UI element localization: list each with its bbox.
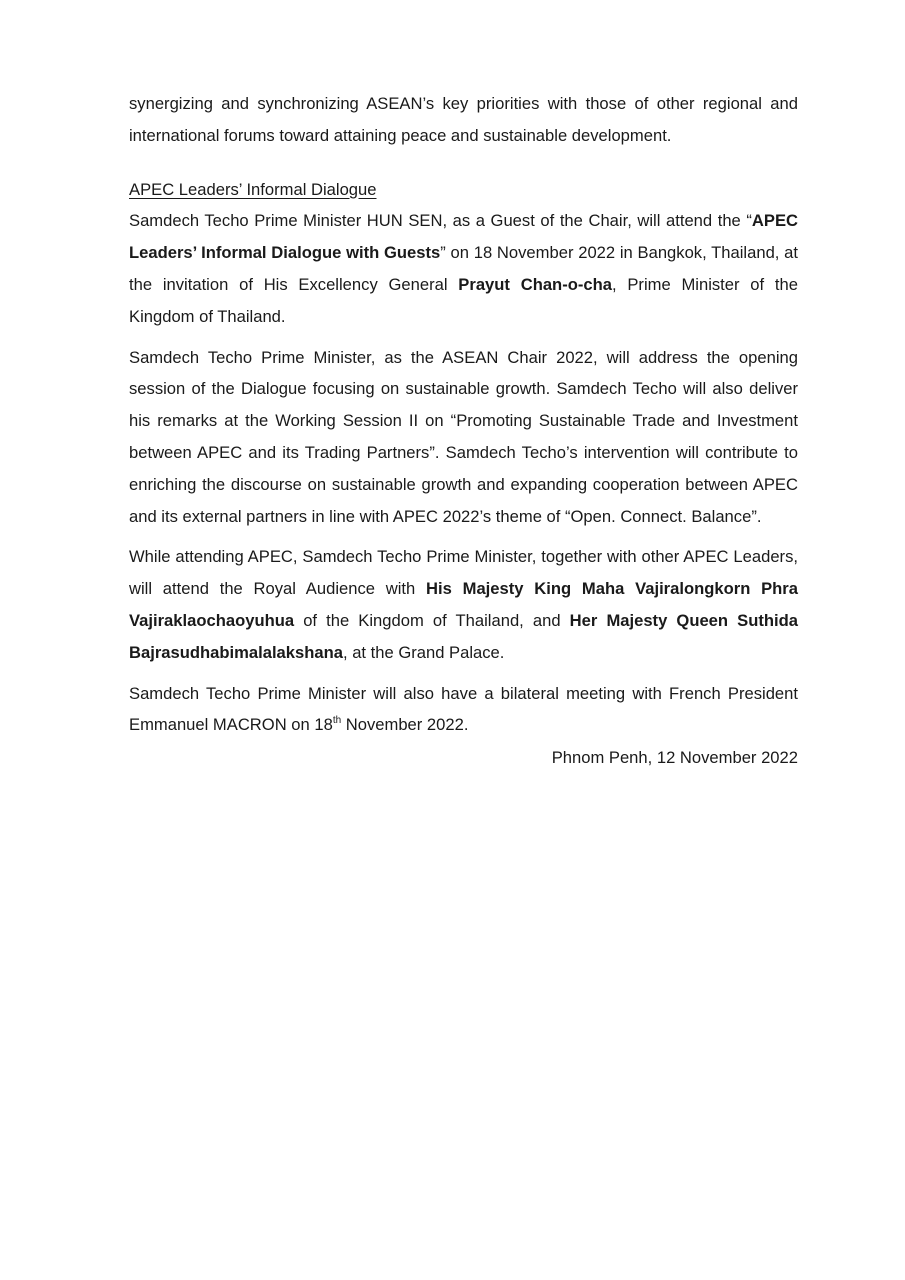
paragraph-royal-part-e: , at the Grand Palace. [342,642,505,662]
paragraph-invitation-part-c: ” on 18 November 2022 in Bangkok, Thailand, at the invitation of His Excellency General [129,243,798,294]
document-page [129,88,798,783]
paragraph-invitation [129,205,798,332]
ordinal-suffix: th [332,714,342,726]
intro-paragraph: synergizing and synchronizing ASEAN’s key priorities with those of other regional and international forums toward attaining peace and sustainable development. [129,94,798,145]
king-name: His Majesty King Maha Vajiralongkorn Phra Vajiraklaochaoyuhua [129,579,798,630]
paragraph-royal-part-a: While attending APEC, Samdech Techo Prime Minister, together with other APEC Leaders, will attend the Royal Audience with [129,547,798,599]
section-heading: APEC Leaders’ Informal Dialogue [129,179,377,199]
thai-pm-name: Prayut Chan-o-cha [458,274,612,294]
paragraph-invitation-part-a: Samdech Techo Prime Minister HUN SEN, as a Guest of the Chair, will attend the “ [129,211,752,231]
dateline: Phnom Penh, 12 November 2022 [551,748,798,768]
queen-name: Her Majesty Queen Suthida Bajrasudhabimalalakshana [129,610,798,662]
paragraph-royal-audience [129,541,798,668]
paragraph-address: Samdech Techo Prime Minister, as the ASEAN Chair 2022, will address the opening session of the Dialogue focusing on sustainable growth. Samdech Techo will also deliver his remarks at the Working Session II on “Promoting Sustainable Trade and Investment between APEC and its Trading Partners”. Samdech Techo’s intervention will contribute to enriching the discourse on sustainable growth and expanding cooperation between APEC and its external partners in line with APEC 2022’s theme of “Open. Connect. Balance”. [129,347,798,526]
paragraph-invitation-part-e: , Prime Minister of the Kingdom of Thailand. [129,274,798,326]
paragraph-bilateral-part-b: November 2022. [341,715,469,735]
paragraph-royal-part-c: of the Kingdom of Thailand, and [294,610,570,630]
paragraph-bilateral-part-a: Samdech Techo Prime Minister will also have a bilateral meeting with French President Emmanuel MACRON on 18 [129,683,798,735]
paragraph-bilateral [129,678,798,742]
event-name: APEC Leaders’ Informal Dialogue with Guests [129,211,798,263]
